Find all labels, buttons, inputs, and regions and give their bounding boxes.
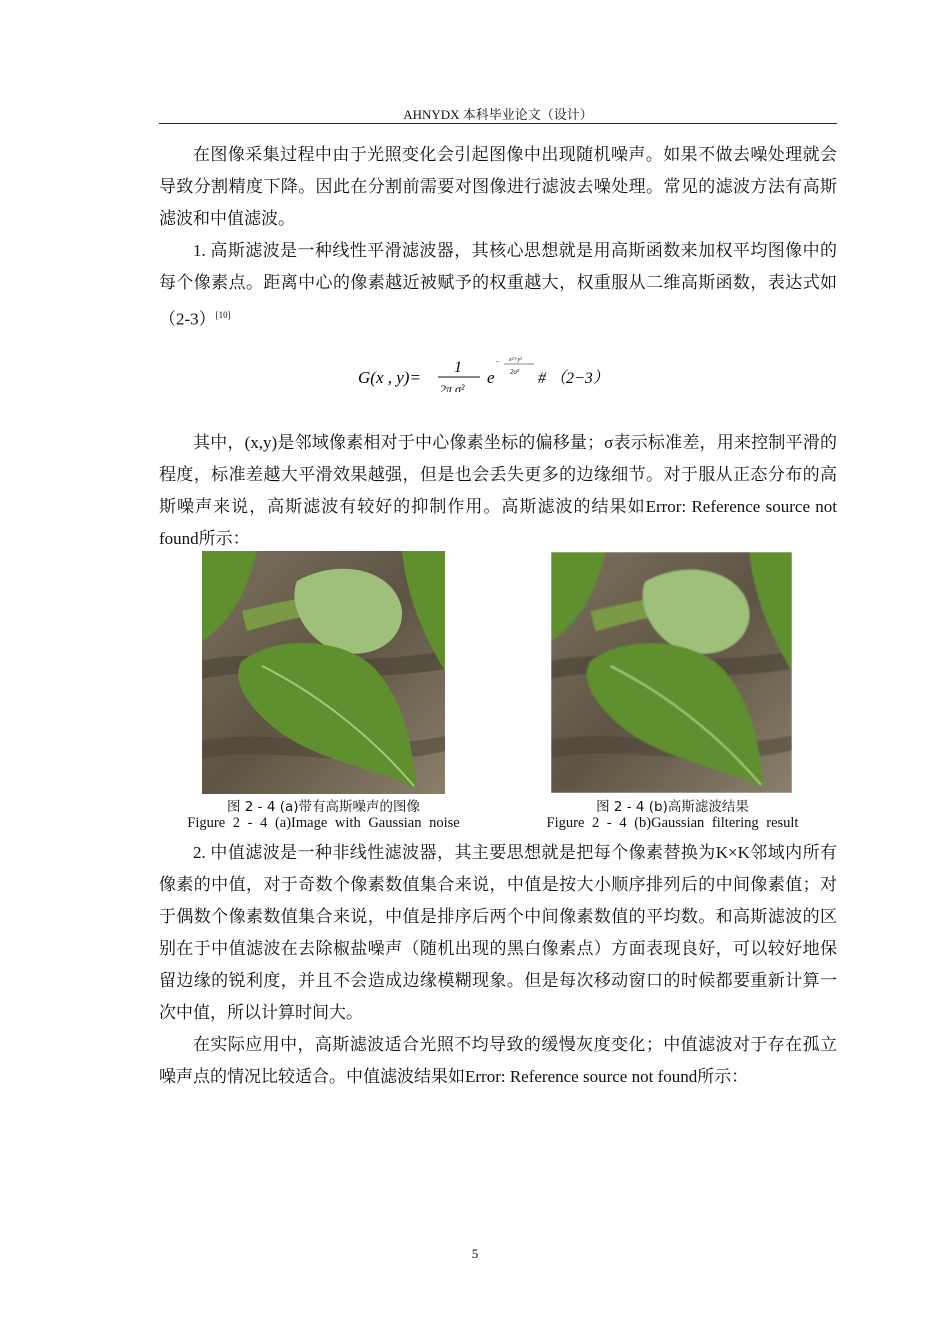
leaf-photo-noisy <box>202 551 445 794</box>
formula-lhs: G(x , y)= <box>358 368 421 387</box>
page-number: 5 <box>471 1246 479 1261</box>
page-header: AHNYDX 本科毕业论文（设计） <box>403 107 593 122</box>
paragraph-explanation: 其中，(x,y)是邻域像素相对于中心像素坐标的偏移量；σ表示标准差，用来控制平滑的程度，标准差越大平滑效果越强，但是也会丢失更多的边缘细节。对于服从正态分布的高斯噪声来说，高斯滤波有较好的抑制作用。高斯滤波的结果如Error: Reference source not found所示： <box>159 433 837 548</box>
paragraph-application: 在实际应用中，高斯滤波适合光照不均导致的缓慢灰度变化；中值滤波对于存在孤立噪声点的情况比较适合。中值滤波结果如Error: Reference source not found所示： <box>159 1035 837 1086</box>
paragraph-median: 2. 中值滤波是一种非线性滤波器，其主要思想就是把每个像素替换为K×K邻域内所有像素的中值，对于奇数个像素数值集合来说，中值是按大小顺序排列后的中间像素值；对于偶数个像素数值集合来说，中值是排序后两个中间像素数值的平均数。和高斯滤波的区别在于中值滤波在去除椒盐噪声（随机出现的黑白像素点）方面表现良好，可以较好地保留边缘的锐利度，并且不会造成边缘模糊现象。但是每次移动窗口的时候都要重新计算一次中值，所以计算时间大。 <box>159 843 837 1022</box>
figure-b-caption-en: Figure 2 - 4 (b)Gaussian filtering result <box>546 815 799 831</box>
formula-denominator: 2π σ² <box>440 382 465 392</box>
formula-base: e <box>487 368 495 387</box>
figure-a <box>202 551 445 794</box>
leaf-image-noisy <box>202 551 445 794</box>
gaussian-formula <box>356 352 646 392</box>
figure-a-caption-cn: 图 2 - 4 (a)带有高斯噪声的图像 <box>226 799 421 815</box>
formula-svg <box>356 352 646 392</box>
formula-numerator: 1 <box>454 359 462 376</box>
header-rule <box>159 123 837 124</box>
citation-ref: [10] <box>215 310 231 320</box>
paragraph-gaussian-text: 1. 高斯滤波是一种线性平滑滤波器，其核心思想就是用高斯函数来加权平均图像中的每个像素点。距离中心的像素越近被赋予的权重越大，权重服从二维高斯函数，表达式如（2-3） <box>159 241 837 329</box>
figure-a-caption-en: Figure 2 - 4 (a)Image with Gaussian noise <box>187 815 460 831</box>
formula-tag: # （2−3） <box>538 370 609 387</box>
leaf-photo-smooth <box>551 551 792 794</box>
figure-b <box>551 551 794 794</box>
leaf-image-smooth <box>551 551 794 794</box>
figure-b-caption-cn: 图 2 - 4 (b)高斯滤波结果 <box>596 799 749 815</box>
formula-exp-sign: − <box>495 358 500 366</box>
formula-exp-num: x²+y² <box>509 357 522 363</box>
paragraph-intro: 在图像采集过程中由于光照变化会引起图像中出现随机噪声。如果不做去噪处理就会导致分割精度下降。因此在分割前需要对图像进行滤波去噪处理。常见的滤波方法有高斯滤波和中值滤波。 <box>159 145 837 228</box>
paragraph-gaussian <box>159 235 837 336</box>
formula-exp-den: 2σ² <box>510 368 520 376</box>
